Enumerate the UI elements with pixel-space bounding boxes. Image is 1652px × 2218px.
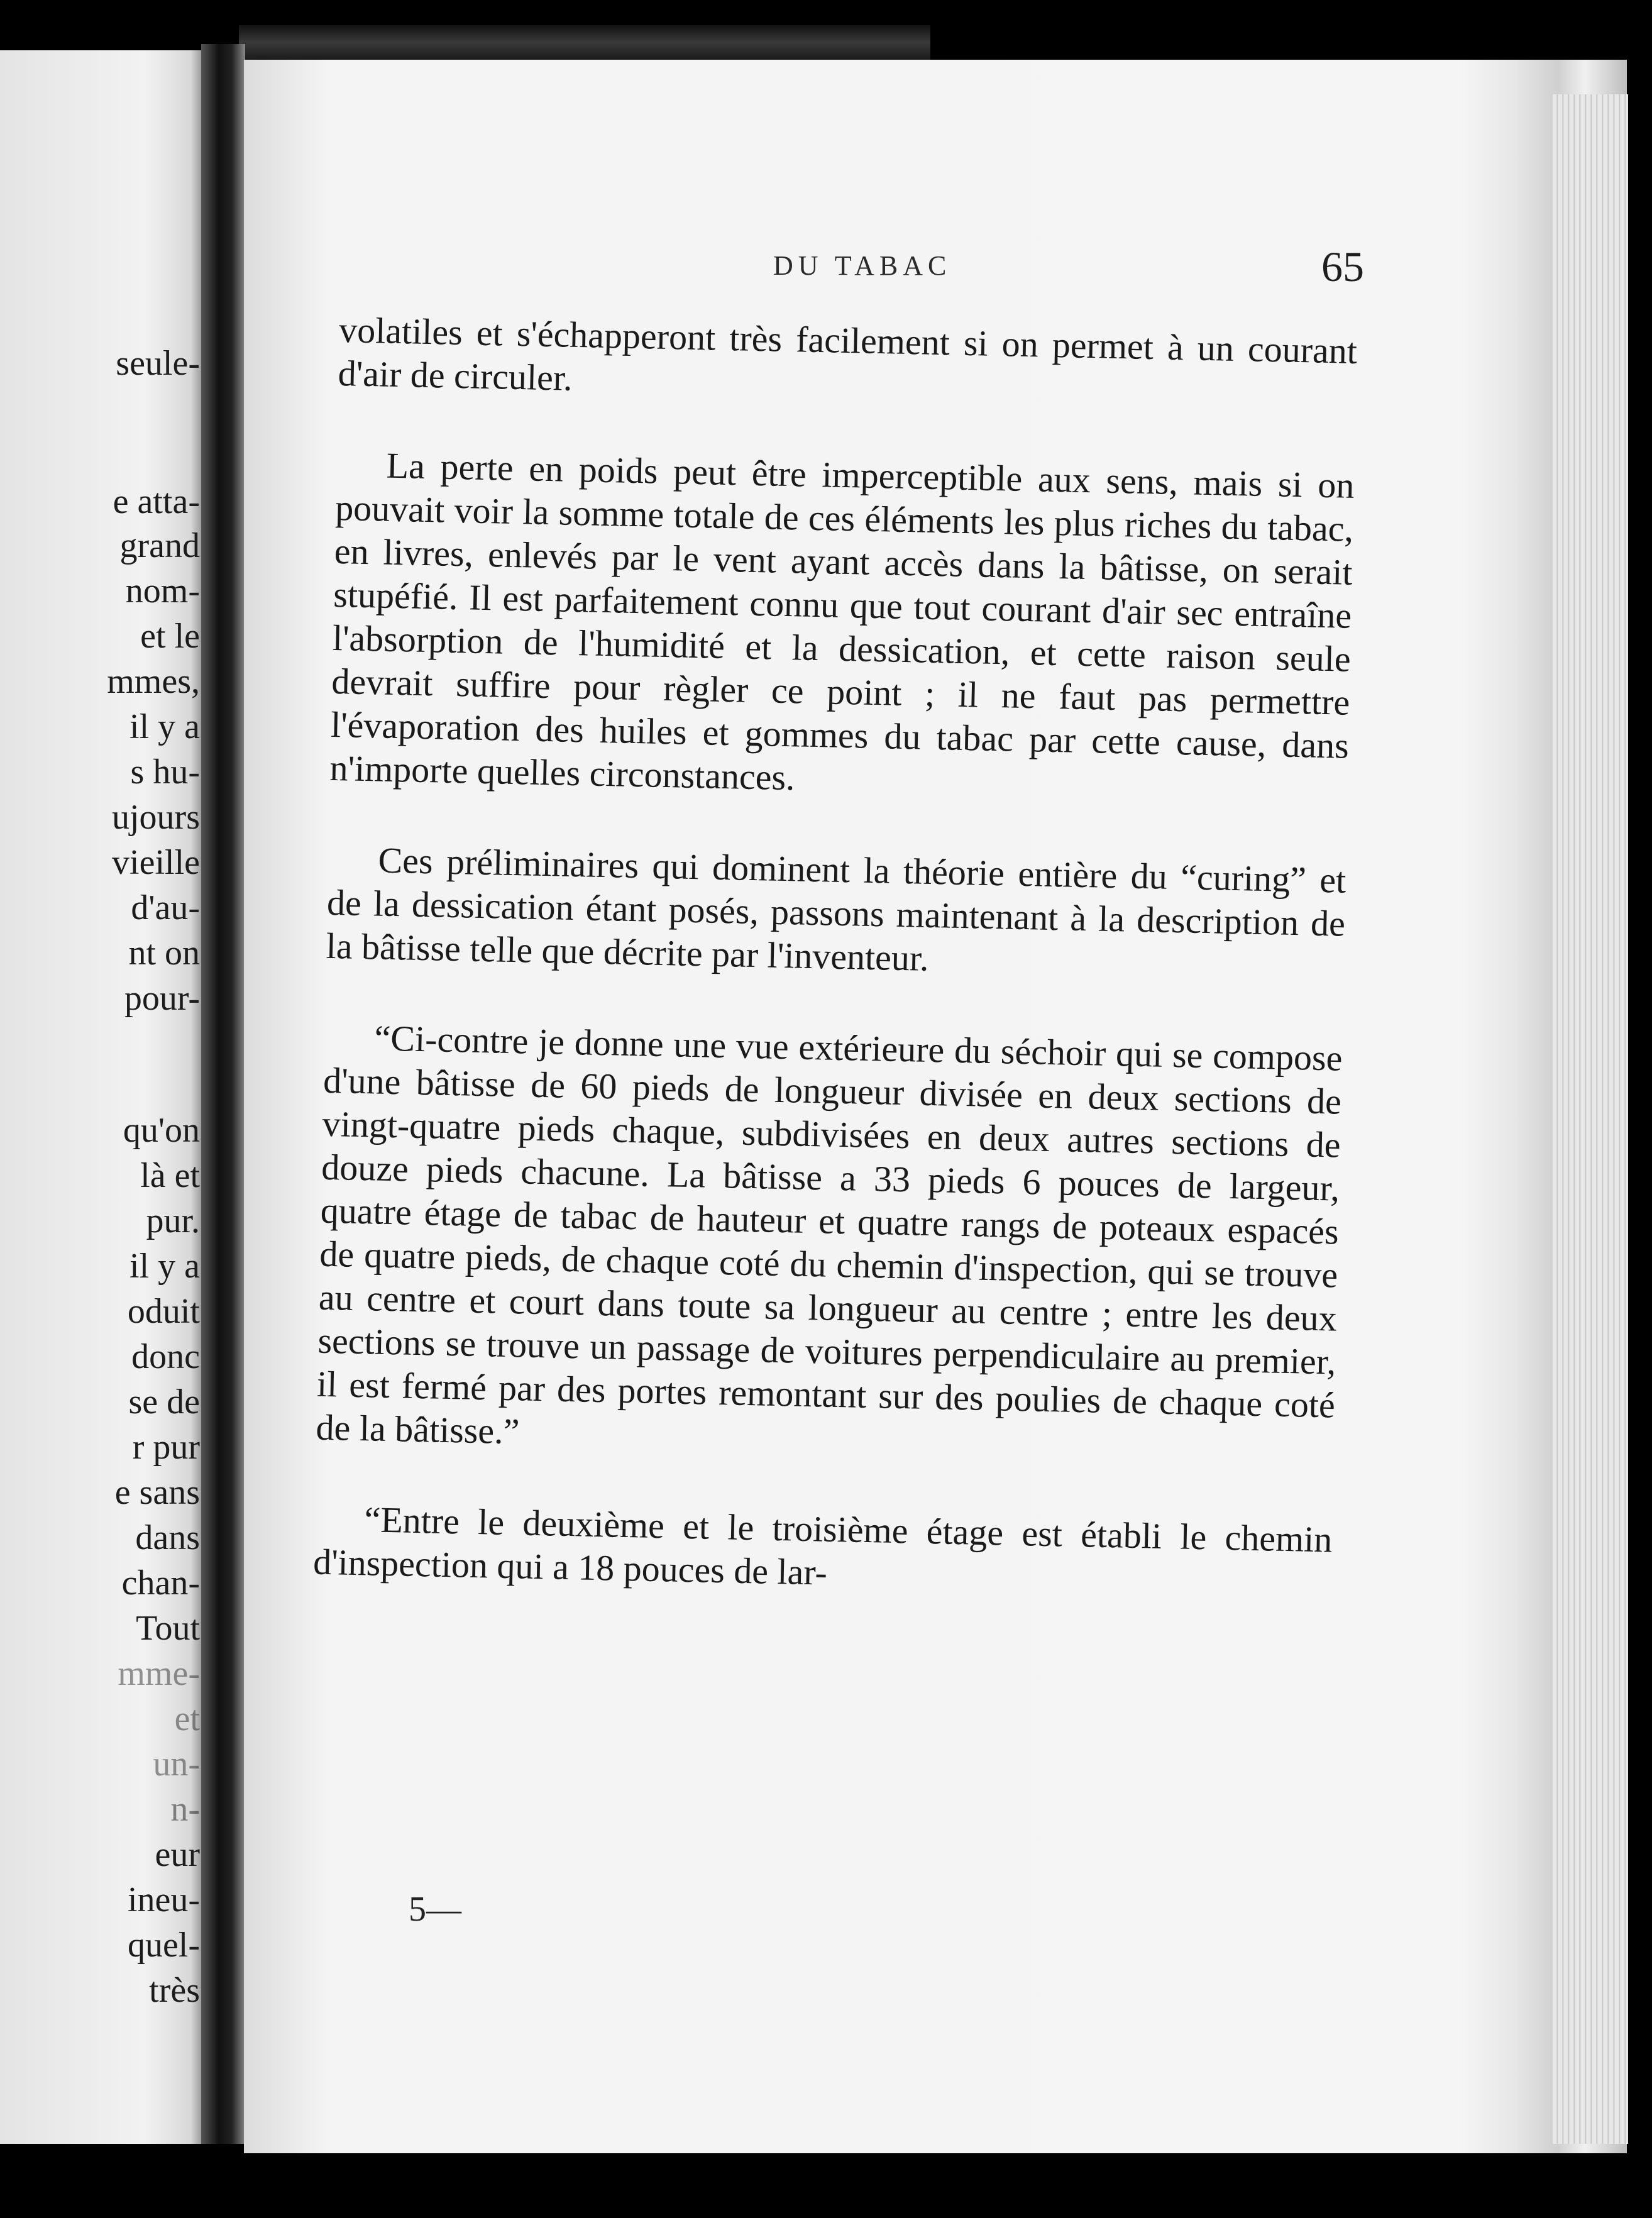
running-title: DU TABAC — [773, 250, 952, 281]
paragraph: “Entre le deuxième et le troisième étage est établi le chemin d'inspection qui a 18 pouces de lar- — [312, 1499, 1333, 1593]
left-fragment: ineu- — [127, 1880, 200, 1919]
binding-band — [239, 25, 930, 60]
left-fragment: il y a — [129, 1247, 200, 1286]
paragraph: “Ci-contre je donne une vue extérieure du séchoir qui se compose d'une bâtisse de 60 pieds de longueur divisée en deux sections de vingt-quatre pieds chaque, subdivisées en deux autres sections de douze pieds chacune. La bâtisse a 33 pieds 6 pouces de largeur, quatre étage de tabac de hauteur et quatre rangs de poteaux espacés de quatre pieds, de chaque coté du chemin d'inspection, qui se trouve au centre et court dans toute sa longueur au centre ; entre les deux sections se trouve un passage de voitures perpendiculaire au premier, il est fermé par des portes remontant sur des poulies de chaque coté de la bâtisse.” — [316, 1017, 1343, 1452]
signature-mark: 5— — [409, 1890, 461, 1929]
left-fragment: pour- — [124, 979, 200, 1018]
body-text — [313, 308, 1358, 1604]
left-fragment: là et — [140, 1156, 200, 1195]
left-fragment: quel- — [127, 1926, 200, 1965]
left-fragment: donc — [131, 1337, 200, 1376]
left-fragment: e sans — [114, 1473, 200, 1512]
left-fragment: nt on — [128, 934, 200, 973]
left-fragment: Tout — [136, 1609, 200, 1648]
left-fragment: qu'on — [123, 1111, 200, 1150]
left-fragment: et — [174, 1699, 200, 1738]
left-fragment: vieille — [112, 843, 200, 882]
left-fragment: mme- — [118, 1654, 200, 1693]
left-fragment: n- — [170, 1790, 200, 1829]
left-fragment: seule- — [116, 344, 200, 383]
left-fragment: très — [149, 1971, 200, 2010]
paragraph: La perte en poids peut être imperceptible aux sens, mais si on pouvait voir la somme totale de ces éléments les plus riches du tabac, en livres, enlevés par le vent ayant accès dans la bâtisse, on serait stupéfié. Il est parfaitement connu que tout courant d'air sec entraîne l'absorption de l'humidité et la dessication, et cette raison seule devrait suffire pour règler ce point ; il ne faut pas permettre l'évaporation des huiles et gommes du tabac par cette cause, dans n'importe quelles circonstances. — [329, 444, 1355, 798]
left-fragment: pur. — [146, 1201, 200, 1240]
left-fragment: eur — [155, 1835, 200, 1874]
paragraph: Ces préliminaires qui dominent la théorie entière du “curing” et de la dessication étant posés, passons maintenant à la description de la bâtisse telle que décrite par l'inventeur. — [326, 839, 1346, 979]
left-fragment: se de — [128, 1382, 200, 1421]
left-fragment: s hu- — [130, 753, 200, 792]
page-header — [390, 242, 1364, 299]
left-fragment: dans — [135, 1518, 200, 1557]
left-fragment: oduit — [127, 1292, 200, 1331]
left-fragment: r pur — [132, 1428, 200, 1467]
left-fragment: mmes, — [107, 662, 200, 701]
left-fragment: ujours — [112, 798, 200, 837]
left-fragment: d'au- — [131, 888, 200, 927]
paragraph: volatiles et s'échapperont très facilement si on permet à un courant d'air de circuler. — [338, 309, 1358, 399]
page-number: 65 — [1321, 243, 1364, 290]
left-fragment: un- — [153, 1745, 200, 1784]
left-fragment: il y a — [129, 707, 200, 746]
left-fragment: et le — [140, 617, 200, 656]
book-gutter — [201, 44, 245, 2144]
left-page — [0, 50, 207, 2144]
left-fragment: grand — [119, 526, 200, 565]
left-fragment: e atta- — [113, 482, 200, 521]
left-fragment: chan- — [121, 1564, 200, 1603]
page-edges — [1553, 94, 1628, 2144]
left-fragment: nom- — [125, 571, 200, 610]
